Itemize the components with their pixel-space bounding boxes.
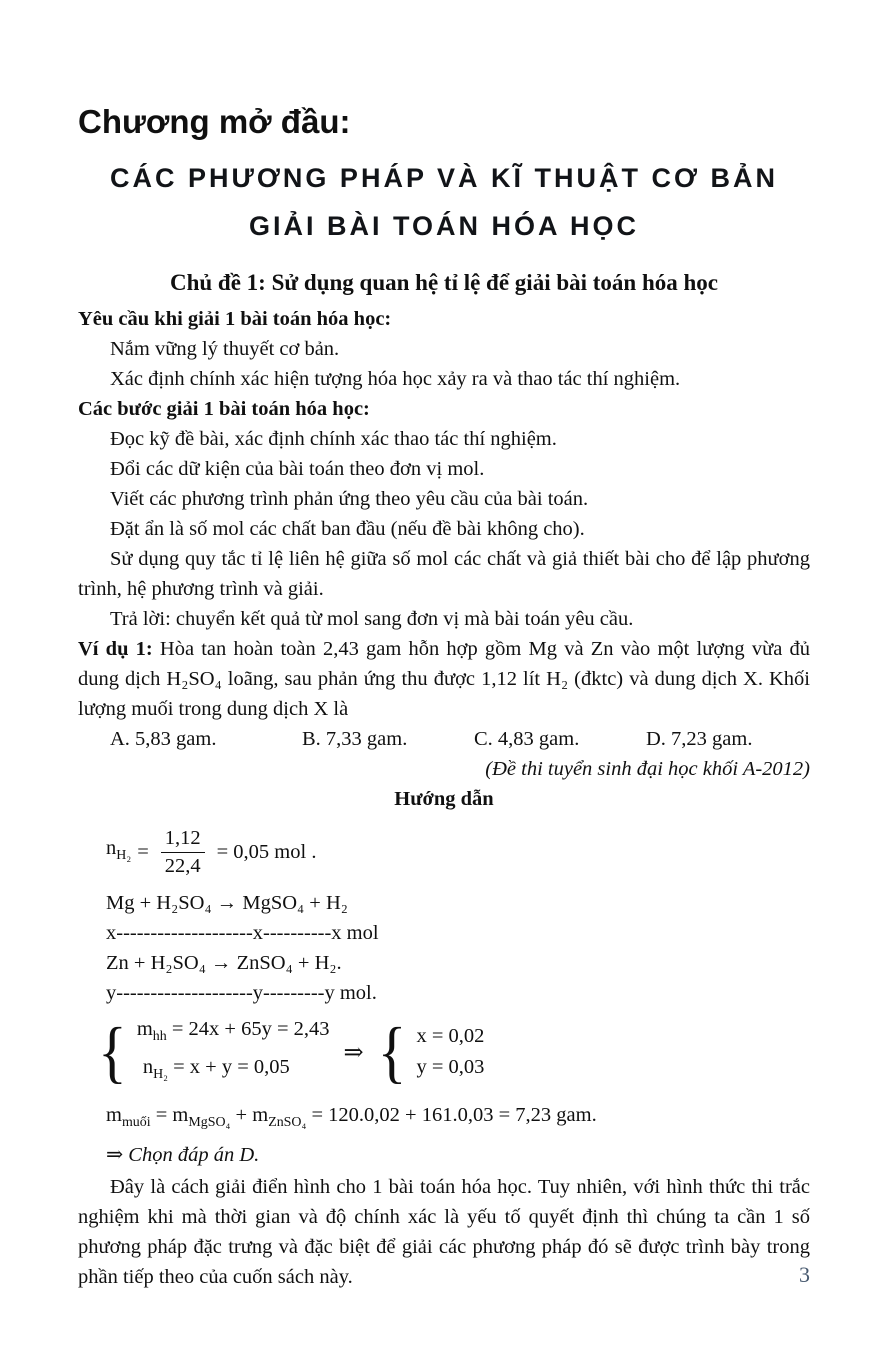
fraction-denominator: 22,4: [164, 854, 201, 877]
chapter-label: Chương mở đầu:: [78, 103, 351, 140]
mass-salt-sub: muối: [121, 1115, 151, 1131]
conclusion-text: ⇒ Chọn đáp án D.: [106, 1144, 260, 1167]
conclusion-line: [78, 1140, 810, 1170]
solution-value-y: y = 0,03: [416, 1056, 485, 1079]
answer-option-b: B. 7,33 gam.: [302, 728, 408, 750]
mass-znso4-symbol: m: [252, 1104, 269, 1127]
main-title-line-1: CÁC PHƯƠNG PHÁP VÀ KĨ THUẬT CƠ BẢN: [110, 163, 778, 193]
system-equation-2: [137, 1052, 330, 1090]
step-item: Đọc kỹ đề bài, xác định chính xác thao tác thí nghiệm.: [110, 428, 557, 450]
step-item: Trả lời: chuyển kết quả từ mol sang đơn vị mà bài toán yêu cầu.: [110, 608, 634, 630]
mol-symbol: [106, 833, 131, 871]
mole-ratio-line-x: x--------------------x----------x mol: [106, 922, 379, 944]
mass-symbol: m: [136, 1018, 153, 1040]
equation-rest: = x + y = 0,05: [168, 1056, 290, 1079]
step-item: Đổi các dữ kiện của bài toán theo đơn vị mol.: [110, 458, 485, 480]
fraction-numerator: 1,12: [161, 826, 205, 853]
answer-option-d: D. 7,23 gam.: [646, 728, 753, 750]
mass-mgso4-sub: MgSO₄: [188, 1115, 231, 1131]
example-paragraph: [78, 634, 810, 724]
left-brace: {: [98, 1014, 127, 1091]
system-left-column: [137, 1014, 330, 1090]
exam-source: (Đề thi tuyển sinh đại học khối A-2012): [485, 758, 810, 780]
equals-sign: =: [150, 1104, 173, 1127]
closing-paragraph: Đây là cách giải điển hình cho 1 bài toán hóa học. Tuy nhiên, với hình thức thi trắc nghiệm khi mà thời gian và độ chính xác là yếu tố quyết định thì chúng ta cần 1 số phương pháp đặc trưng và đặc biệt để giải các phương pháp đó sẽ được trình bày trong phần tiếp theo của cuốn sách này.: [78, 1176, 810, 1289]
mass-symbol-sub: hh: [152, 1029, 167, 1045]
solution-value-x: x = 0,02: [416, 1025, 485, 1048]
answer-option-c: C. 4,83 gam.: [474, 728, 580, 750]
system-equation-1: [137, 1014, 330, 1052]
page-number: 3: [799, 1262, 810, 1287]
mol-equation: [78, 824, 810, 880]
main-title: [78, 154, 810, 250]
answer-options: [78, 724, 810, 754]
main-title-line-2: GIẢI BÀI TOÁN HÓA HỌC: [248, 211, 639, 241]
topic-heading: Chủ đề 1: Sử dụng quan hệ tỉ lệ để giải bài toán hóa học: [169, 270, 719, 295]
requirement-item: Nắm vững lý thuyết cơ bản.: [110, 338, 340, 360]
mole-ratio-line-y: y--------------------y---------y mol.: [106, 982, 377, 1004]
equals-sign: =: [137, 841, 149, 863]
example-body: Hòa tan hoàn toàn 2,43 gam hỗn hợp gồm Mg và Zn vào một lượng vừa đủ dung dịch H₂SO₄ loãng, sau phản ứng thu được 1,12 lít H₂ (đktc) và dung dịch X. Khối lượng muối trong dung dịch X là: [78, 638, 810, 720]
right-brace: {: [377, 1014, 407, 1091]
mol-result: = 0,05 mol .: [216, 841, 317, 863]
requirements-heading: Yêu cầu khi giải 1 bài toán hóa học:: [78, 308, 392, 330]
fraction: [161, 826, 205, 878]
mol-symbol-base: n: [106, 836, 117, 859]
mol-symbol: n: [142, 1056, 154, 1079]
mass-salt-symbol: m: [106, 1104, 122, 1127]
implies-arrow: ⇒: [343, 1039, 364, 1066]
mass-result: = 120.0,02 + 161.0,03 = 7,23 gam.: [306, 1104, 597, 1127]
reaction-equation-zn: Zn + H₂SO₄ → ZnSO₄ + H₂.: [106, 952, 342, 974]
reaction-equation-mg: Mg + H₂SO₄ → MgSO₄ + H₂: [106, 892, 348, 914]
system-right-column: [416, 1021, 484, 1083]
mass-znso4-sub: ZnSO₄: [268, 1115, 307, 1131]
mass-mgso4-symbol: m: [172, 1104, 189, 1127]
requirement-item: Xác định chính xác hiện tượng hóa học xảy ra và thao tác thí nghiệm.: [110, 368, 681, 390]
example-label: Ví dụ 1:: [78, 638, 153, 660]
mass-equation: [78, 1100, 810, 1138]
equation-system: [78, 1014, 810, 1090]
plus-sign: +: [230, 1104, 253, 1127]
solution-heading: Hướng dẫn: [394, 788, 494, 810]
steps-heading: Các bước giải 1 bài toán hóa học:: [78, 398, 370, 420]
step-item: Đặt ẩn là số mol các chất ban đầu (nếu đề bài không cho).: [110, 518, 585, 540]
step-item: Sử dụng quy tắc tỉ lệ liên hệ giữa số mol các chất và giả thiết bài cho để lập phương trình, hệ phương trình và giải.: [78, 548, 810, 600]
mol-symbol-sub: H₂: [153, 1067, 168, 1083]
step-item: Viết các phương trình phản ứng theo yêu cầu của bài toán.: [110, 488, 589, 510]
mol-symbol-sub: H₂: [116, 848, 132, 864]
answer-option-a: A. 5,83 gam.: [110, 728, 217, 750]
equation-rest: = 24x + 65y = 2,43: [166, 1018, 330, 1040]
